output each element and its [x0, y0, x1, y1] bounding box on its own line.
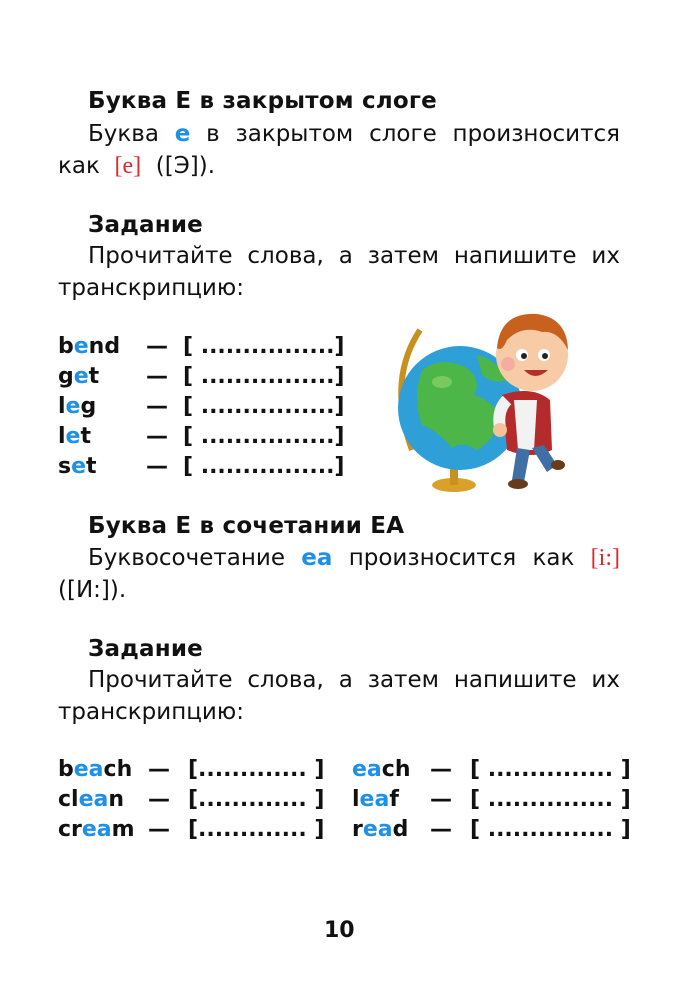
- highlighted-letters: e: [71, 454, 87, 479]
- word-row: [58, 362, 348, 392]
- dash: —: [430, 757, 452, 782]
- word-row: [58, 452, 348, 482]
- word: beach: [58, 757, 133, 782]
- transcription-blank: [ ................]: [183, 364, 345, 389]
- highlighted-letters: ea: [81, 817, 112, 842]
- dash: —: [146, 394, 168, 419]
- highlighted-letters: ea: [78, 787, 109, 812]
- word: cream: [58, 817, 135, 842]
- task1-line2: транскрипцию:: [58, 275, 244, 301]
- dash: —: [146, 424, 168, 449]
- highlighted-letters: e: [65, 394, 81, 419]
- dash: —: [146, 364, 168, 389]
- highlight-letters: ea: [301, 545, 333, 571]
- transcription-blank: [ ................]: [183, 454, 345, 479]
- section2-para-line1: Буквосочетание ea произносится как [i:]: [88, 545, 620, 571]
- word: leg: [58, 394, 97, 419]
- word: read: [352, 817, 409, 842]
- section1-para-line1: Буква e в закрытом слоге произносится: [88, 121, 620, 147]
- dash: —: [430, 817, 452, 842]
- highlighted-letters: ea: [362, 817, 393, 842]
- highlighted-letters: e: [73, 364, 89, 389]
- dash: —: [148, 787, 170, 812]
- dash: —: [148, 757, 170, 782]
- word-row: [58, 422, 348, 452]
- transcription-blank: [............. ]: [188, 787, 325, 812]
- word-row: [352, 755, 631, 785]
- transcription-blank: [ ............... ]: [470, 787, 631, 812]
- dash: —: [430, 787, 452, 812]
- highlighted-letters: ea: [352, 757, 382, 782]
- word: each: [352, 757, 411, 782]
- highlighted-letters: e: [73, 334, 89, 359]
- highlight-letter: e: [174, 121, 191, 147]
- word: set: [58, 454, 97, 479]
- dash: —: [146, 334, 168, 359]
- word: get: [58, 364, 100, 389]
- highlighted-letters: ea: [73, 757, 104, 782]
- transcription-blank: [ ................]: [183, 334, 345, 359]
- word: leaf: [352, 787, 399, 812]
- dash: —: [148, 817, 170, 842]
- section2-heading: Буква Е в сочетании ЕА: [88, 513, 405, 539]
- word: bend: [58, 334, 121, 359]
- word-row: [58, 755, 338, 785]
- word-row: [58, 785, 338, 815]
- ipa-symbol: [i:]: [590, 545, 620, 571]
- word-row: [58, 392, 348, 422]
- task2-line1: Прочитайте слова, а затем напишите их: [88, 667, 620, 693]
- transcription-blank: [ ............... ]: [470, 817, 631, 842]
- transcription-blank: [ ................]: [183, 394, 345, 419]
- section2-para-line2: ([И:]).: [58, 577, 127, 603]
- word-row: [58, 815, 338, 845]
- task2-line2: транскрипцию:: [58, 699, 244, 725]
- ipa-symbol: [e]: [114, 153, 142, 179]
- section1-heading: Буква Е в закрытом слоге: [88, 88, 437, 114]
- dash: —: [146, 454, 168, 479]
- word: let: [58, 424, 91, 449]
- transcription-blank: [ ............... ]: [470, 757, 631, 782]
- transcription-blank: [............. ]: [188, 757, 325, 782]
- boy-with-globe-illustration: [382, 300, 572, 495]
- word-row: [352, 785, 631, 815]
- word-row: [58, 332, 348, 362]
- highlighted-letters: e: [65, 424, 81, 449]
- task2-heading: Задание: [88, 636, 203, 662]
- section1-para-line2: как [e] ([Э]).: [58, 153, 216, 179]
- word: clean: [58, 787, 125, 812]
- highlighted-letters: ea: [359, 787, 390, 812]
- word-row: [352, 815, 631, 845]
- task1-heading: Задание: [88, 212, 203, 238]
- task1-line1: Прочитайте слова, а затем напишите их: [88, 243, 620, 269]
- transcription-blank: [ ................]: [183, 424, 345, 449]
- transcription-blank: [............. ]: [188, 817, 325, 842]
- page-number: 10: [324, 918, 355, 943]
